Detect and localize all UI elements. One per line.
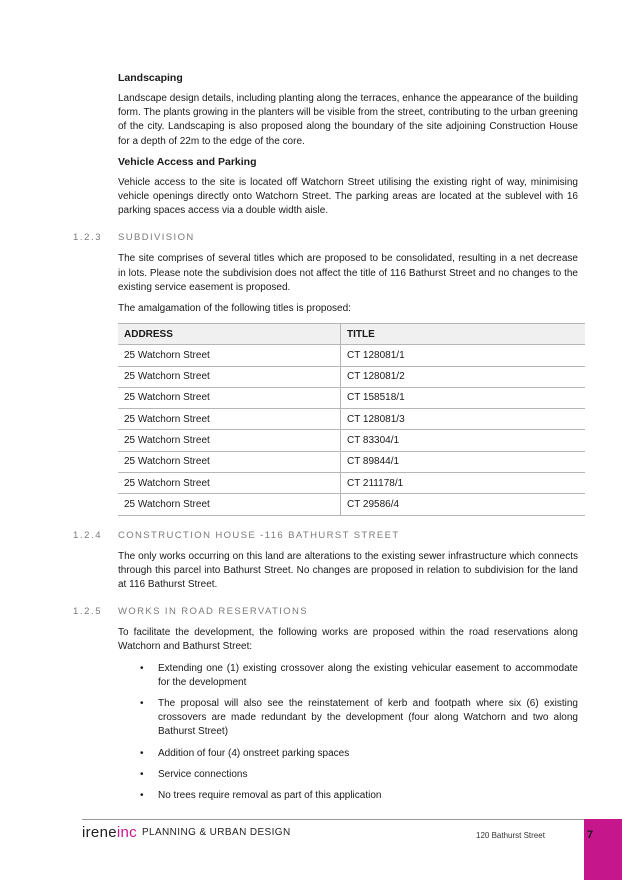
landscaping-heading: Landscaping: [118, 72, 183, 84]
title-cell: CT 89844/1: [341, 451, 586, 472]
address-cell: 25 Watchorn Street: [118, 345, 341, 366]
title-cell: CT 29586/4: [341, 494, 586, 515]
address-cell: 25 Watchorn Street: [118, 366, 341, 387]
footer-divider: [82, 819, 584, 820]
table-header-row: [118, 324, 585, 345]
table-row: [118, 345, 585, 366]
company-logo: [82, 824, 291, 841]
list-item: [118, 662, 578, 690]
section-heading-construction-house: [73, 529, 578, 541]
title-cell: CT 128081/3: [341, 409, 586, 430]
section-title: WORKS IN ROAD RESERVATIONS: [118, 606, 309, 618]
logo-inc: inc: [116, 824, 137, 841]
address-cell: 25 Watchorn Street: [118, 387, 341, 408]
table-row: [118, 473, 585, 494]
list-item: [118, 697, 578, 740]
bullet: •: [140, 662, 144, 674]
logo-tagline: PLANNING & URBAN DESIGN: [141, 827, 291, 838]
document-body: [73, 72, 578, 810]
list-item: [118, 768, 578, 782]
bullet: •: [140, 790, 144, 802]
column-header-address: ADDRESS: [118, 324, 341, 345]
title-cell: CT 158518/1: [341, 387, 586, 408]
address-cell: 25 Watchorn Street: [118, 430, 341, 451]
section-number: 1.2.4: [73, 529, 103, 541]
list-item-text: The proposal will also see the reinstatement of kerb and footpath where six (6) existing crossovers are made redundant by the development (four along Watchorn and two along Bathurst Street): [158, 698, 578, 738]
footer-address: 120 Bathurst Street: [476, 831, 545, 840]
section-heading-road-works: [73, 606, 578, 618]
list-item-text: Extending one (1) existing crossover along the existing vehicular easement to accommodate for the development: [158, 662, 578, 688]
landscaping-text: Landscape design details, including planting along the terraces, enhance the appearance of the building form. The plants growing in the planters will be visible from the street, contributing to the urban greening of the city. Landscaping is also proposed along the boundary of the site adjoining Construction House for a depth of 22m to the edge of the core.: [118, 93, 578, 147]
works-list: [118, 662, 578, 804]
section-heading-subdivision: [73, 232, 578, 244]
title-cell: CT 211178/1: [341, 473, 586, 494]
table-row: [118, 430, 585, 451]
section-title: CONSTRUCTION HOUSE -116 BATHURST STREET: [118, 529, 400, 541]
address-cell: 25 Watchorn Street: [118, 473, 341, 494]
list-item-text: Service connections: [158, 768, 248, 780]
table-row: [118, 451, 585, 472]
title-cell: CT 128081/2: [341, 366, 586, 387]
bullet: •: [140, 698, 144, 710]
road-works-intro: To facilitate the development, the following works are proposed within the road reservations along Watchorn and Bathurst Street:: [118, 627, 578, 653]
title-cell: CT 83304/1: [341, 430, 586, 451]
table-row: [118, 366, 585, 387]
list-item-text: Addition of four (4) onstreet parking spaces: [158, 747, 350, 759]
subdivision-text: The site comprises of several titles which are proposed to be consolidated, resulting in a net decrease in lots. Please note the subdivision does not affect the title of 116 Bathurst Street and no changes to the existing service easement is proposed.: [118, 253, 578, 293]
section-number: 1.2.3: [73, 232, 103, 244]
vehicle-access-heading: Vehicle Access and Parking: [118, 155, 257, 168]
construction-house-text: The only works occurring on this land are alterations to the existing sewer infrastructure which connects through this parcel into Bathurst Street. No changes are proposed in relation to subdivision for the land at 116 Bathurst Street.: [118, 550, 578, 591]
page-number: 7: [587, 829, 594, 841]
bullet: •: [140, 747, 144, 759]
titles-table: [118, 323, 585, 515]
title-cell: CT 128081/1: [341, 345, 586, 366]
address-cell: 25 Watchorn Street: [118, 451, 341, 472]
section-title: SUBDIVISION: [118, 232, 195, 244]
vehicle-access-text: Vehicle access to the site is located off Watchorn Street utilising the existing right of way, minimising vehicle openings directly onto Watchorn Street. The parking areas are located at the sublevel with 16 parking spaces access via a double width aisle.: [118, 176, 578, 217]
amalgamation-intro: The amalgamation of the following titles is proposed:: [118, 303, 351, 315]
table-row: [118, 409, 585, 430]
column-header-title: TITLE: [341, 324, 586, 345]
section-number: 1.2.5: [73, 606, 103, 618]
logo-irene: irene: [82, 824, 117, 841]
address-cell: 25 Watchorn Street: [118, 494, 341, 515]
table-row: [118, 387, 585, 408]
address-cell: 25 Watchorn Street: [118, 409, 341, 430]
list-item: [118, 747, 578, 761]
table-row: [118, 494, 585, 515]
list-item-text: No trees require removal as part of this application: [158, 790, 382, 802]
bullet: •: [140, 768, 144, 780]
list-item: [118, 789, 578, 803]
